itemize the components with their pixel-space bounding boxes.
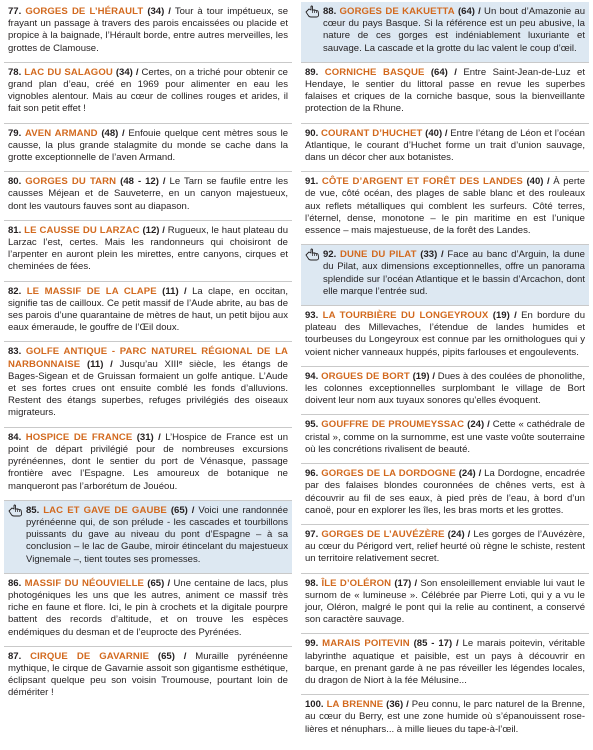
entry-department: (85 - 17) /	[413, 638, 459, 650]
entry-number: 91.	[305, 176, 319, 188]
pointing-hand-icon	[8, 504, 23, 517]
entry-department: (31) /	[136, 431, 161, 443]
list-item	[301, 63, 589, 124]
entry-number: 78.	[8, 66, 22, 78]
entry-description: Enfouie quelque cent mètres sous le causse, la plus grande stalagmite du monde se cache dans la grotte exceptionnelle de l’aven Armand.	[8, 127, 289, 164]
entry-department: (24) /	[458, 468, 482, 480]
entry-description: Une centaine de lacs, plus photogéniques les uns que les autres, animent ce massif très riche en faune et flore. Ici, le pin à crochets et la digitale pourpre battent des records d’altitude, et on trouve les espèces endémiques du desman et de l’euprocte des Pyrénées.	[8, 577, 288, 638]
pointing-hand-icon	[305, 5, 320, 18]
entry-title: LA TOURBIÈRE DU LONGEYROUX	[322, 310, 489, 322]
entry-description: Les gorges de l’Auvézère, au cœur du Périgord vert, relief heurté où règne le schiste, restent un territoire relativement secret.	[305, 528, 585, 565]
entry-title: HOSPICE DE FRANCE	[25, 431, 133, 443]
entry-description: Voici une randonnée pyrénéenne qui, de son prélude - les cascades et tourbillons puissants du gave au niveau du pont d’Espagne – à sa conclusion – le lac de Gaube, miroir étincelant du majestueux Vignemale –, tient toutes ses promesses.	[26, 504, 289, 565]
entry-number: 100.	[305, 699, 324, 711]
entry-number: 77.	[8, 6, 22, 17]
list-item	[4, 221, 292, 282]
entry-number: 80.	[8, 176, 22, 188]
entry-number: 85.	[26, 504, 40, 516]
entry-description: Un bout d’Amazonie au cœur du pays Basque. Si la référence est un peu abusive, la nature de ces gorges est indéniablement luxuriante et sauvage. La cascade et la grotte du lac valent le coup d’œil.	[323, 6, 586, 54]
entry-number: 93.	[305, 310, 319, 322]
entry-description: Certes, on a triché pour obtenir ce grand plan d’eau, créé en 1969 pour alimenter en eau les vignobles alentour. Mais au cœur de collines rouges et arides, il fait son petit effet !	[8, 66, 288, 115]
entry-number: 94.	[305, 370, 319, 382]
entry-description: Muraille pyrénéenne mythique, le cirque de Gavarnie assoit son gigantisme esthétique, éclipsant quelque peu son voisin Troumouse, pourtant loin de démériter !	[8, 650, 288, 699]
list-item	[301, 306, 589, 367]
entry-description: Tour à tour impétueux, se frayant un passage à travers des parois encaissées ou placide et propice à la baignade, l’Hérault borde, entre autres merveilles, les grottes de Clamouse.	[8, 6, 289, 54]
list-item	[301, 525, 589, 574]
entry-number: 89.	[305, 66, 319, 78]
entry-department: (36) /	[386, 699, 409, 711]
entry-description: Le marais poitevin, véritable labyrinthe aquatique et paisible, est un pays à découvrir en barque, en prenant garde à ne pas réveiller les légendes locales, du dragon de Niort à la fée Mélusine...	[305, 638, 586, 686]
entry-department: (11) /	[86, 358, 113, 370]
left-column	[4, 2, 292, 750]
entry-title: ÎLE D’OLÉRON	[321, 577, 392, 589]
list-item	[301, 464, 589, 525]
entry-department: (11) /	[162, 285, 187, 297]
entry-department: (40) /	[526, 176, 550, 188]
entry-number: 99.	[305, 638, 319, 650]
entry-title: ORGUES DE BORT	[321, 370, 410, 382]
list-item	[301, 415, 589, 464]
entry-title: GORGES DE LA DORDOGNE	[321, 468, 456, 480]
entry-department: (65) /	[170, 504, 195, 516]
entry-description: La clape, en occitan, signifie tas de cailloux. Ce petit massif de l’Aude abrite, au bas de ses parois d’une quarantaine de mètres de haut, un petit bijou aux eaux émeraude, le gouffre de l’Œil doux.	[8, 285, 288, 334]
entry-department: (24) /	[447, 528, 471, 540]
entry-number: 83.	[8, 346, 22, 358]
list-item	[4, 428, 292, 501]
entry-title: GOLFE ANTIQUE - PARC NATUREL RÉGIONAL DE LA NARBONNAISE	[8, 346, 288, 370]
entry-description: L’Hospice de France est un point de départ privilégié pour de nombreuses excursions pyrénéennes, dont le sentier du port de Vénasque, passage frontière avec l’Espagne. Les amoureux de botanique ne manqueront pas l’arborétum de Jouéou.	[8, 431, 289, 492]
entry-department: (24) /	[467, 419, 490, 431]
entry-number: 87.	[8, 650, 22, 662]
entry-title: MASSIF DU NÉOUVIELLE	[24, 577, 144, 589]
list-item	[301, 634, 589, 695]
entry-title: LAC ET GAVE DE GAUBE	[43, 504, 167, 516]
entry-title: GORGES DE L’HÉRAULT	[25, 6, 144, 17]
entry-description: Le Tarn se faufile entre les causses Méjean et de Sauveterre, en un canyon majestueux, dont les vautours fauves sont au diapason.	[8, 176, 288, 212]
entry-description: Dues à des coulées de phonolithe, les colonnes exceptionnelles surplombant le village de Bort doivent leur nom aux tuyaux sonores qu’elles évoquent.	[305, 370, 585, 407]
list-item	[4, 282, 292, 343]
entry-title: CORNICHE BASQUE	[324, 66, 425, 78]
entry-department: (40) /	[425, 127, 448, 139]
list-item	[301, 2, 589, 63]
entry-number: 79.	[8, 127, 22, 139]
entry-title: CÔTE D’ARGENT ET FORÊT DES LANDES	[321, 176, 523, 188]
entry-description: Son ensoleillement enviable lui vaut le surnom de « lumineuse ». Célébrée par Pierre Loti, qui y a vu le jour, Oléron, malgré le pont qui la relie au continent, a conservé son caractère sauvage.	[305, 577, 585, 626]
entry-number: 88.	[323, 6, 337, 17]
entry-title: GORGES DE KAKUETTA	[339, 6, 455, 17]
entry-department: (34) /	[115, 66, 139, 78]
entry-department: (19) /	[412, 370, 435, 382]
entry-title: LAC DU SALAGOU	[24, 66, 113, 78]
entry-number: 82.	[8, 285, 22, 297]
entry-description: À perte de vue, côté océan, des plages de sable blanc et des rouleaux aux reflets métalliques qui comblent les surfeurs. Côté terres, l’éternel, dense, monotone – le pin maritime en est l’unique essence – mais majestueuse, de la forêt des Landes.	[305, 176, 586, 237]
entry-number: 92.	[323, 249, 337, 261]
list-item	[301, 695, 589, 743]
list-item	[301, 124, 589, 173]
entry-description: La Dordogne, encadrée par des falaises blondes couronnées de chênes verts, est à découvrir au fil de ses eaux, à pied près de l’eau, à bord d’un canoë, pour en explorer les îles, les bras morts et les grottes.	[305, 468, 586, 516]
entry-title: LE MASSIF DE LA CLAPE	[26, 285, 157, 297]
entry-number: 95.	[305, 419, 319, 431]
entry-department: (48) /	[101, 127, 125, 139]
entry-title: GOUFFRE DE PROUMEYSSAC	[321, 419, 465, 431]
entry-title: AVEN ARMAND	[24, 127, 98, 139]
list-item	[4, 124, 292, 173]
list-item	[4, 501, 292, 574]
list-item	[4, 172, 292, 221]
entry-number: 96.	[305, 468, 319, 480]
entry-title: DUNE DU PILAT	[340, 249, 417, 261]
entry-department: (64) /	[457, 6, 481, 17]
right-column	[301, 2, 589, 750]
list-item	[4, 342, 292, 427]
entry-department: (34) /	[147, 6, 171, 17]
entry-department: (19) /	[492, 310, 517, 322]
entry-department: (33) /	[420, 249, 444, 261]
entry-title: GORGES DU TARN	[25, 176, 117, 188]
entry-department: (64) /	[430, 66, 457, 78]
list-item	[301, 367, 589, 416]
list-item	[301, 172, 589, 245]
entry-description: En bordure du plateau des Millevaches, l’étendue de landes humides et tourbeuses du Longeyroux est connue par les ornithologues qui y voient nicher vanneaux huppés, pipits farlouses et engoulevents.	[305, 310, 585, 358]
entry-description: Entre Saint-Jean-de-Luz et Hendaye, le sentier du littoral passe en revue les superbes falaises et criques de la corniche basque, sous la bienveillante protection de la Rhune.	[305, 66, 586, 115]
list-item	[301, 245, 589, 306]
entry-title: GORGES DE L’AUVÉZÈRE	[321, 528, 445, 540]
entry-description: Entre l’étang de Léon et l’océan Atlantique, le courant d’Huchet forme un trait d’union sauvage, dans un décor cher aux botanistes.	[305, 127, 585, 164]
entry-department: (48 - 12) /	[120, 176, 166, 188]
entry-department: (17) /	[394, 577, 418, 589]
entry-number: 84.	[8, 431, 22, 443]
entry-number: 86.	[8, 577, 22, 589]
entry-department: (65) /	[147, 577, 171, 589]
entry-title: MARAIS POITEVIN	[322, 638, 410, 650]
entry-description: Cette « cathédrale de cristal », comme on la surnomme, est une vaste voûte souterraine où les concrétions rivalisent de beauté.	[305, 419, 585, 455]
entry-department: (65) /	[157, 650, 187, 662]
entry-title: CIRQUE DE GAVARNIE	[30, 650, 150, 662]
entry-description: Jusqu’au XIIIᵉ siècle, les étangs de Bages-Sigean et de Gruissan formaient un golfe antique. L’Aude et ses fortes crues ont ensuite comblé les fonds d’alluvions. Restent des étangs superbes, refuges privilégiés des oiseaux migrateurs.	[8, 358, 288, 419]
list-item	[4, 647, 292, 707]
entry-number: 97.	[305, 528, 319, 540]
list-item	[4, 574, 292, 647]
entry-number: 90.	[305, 127, 319, 139]
entry-title: LE CAUSSE DU LARZAC	[24, 224, 140, 236]
pointing-hand-icon	[305, 248, 320, 261]
entry-department: (12) /	[142, 224, 165, 236]
entry-description: Peu connu, le parc naturel de la Brenne, au cœur du Berry, est une zone humide où s’épanouissent rose-lières et nénuphars... à mille lieues du tape-à-l’œil.	[305, 699, 586, 735]
list-item	[301, 574, 589, 635]
list-item	[4, 63, 292, 124]
list-item	[4, 2, 292, 63]
entry-description: Face au banc d’Arguin, la dune du Pilat, aux dimensions exceptionnelles, offre un panorama splendide sur l’océan Atlantique et le bassin d’Arcachon, dont elle marque l’entrée sud.	[323, 249, 585, 297]
entry-title: COURANT D’HUCHET	[321, 127, 423, 139]
entry-number: 98.	[305, 577, 319, 589]
entry-number: 81.	[8, 224, 22, 236]
entry-description: Rugueux, le haut plateau du Larzac l’est, certes. Mais les randonneurs qui choisiront de l’arpenter en auront plein les mirettes, entre canyons, cirques et cheminées de fées.	[8, 224, 289, 273]
entry-title: LA BRENNE	[326, 699, 384, 711]
